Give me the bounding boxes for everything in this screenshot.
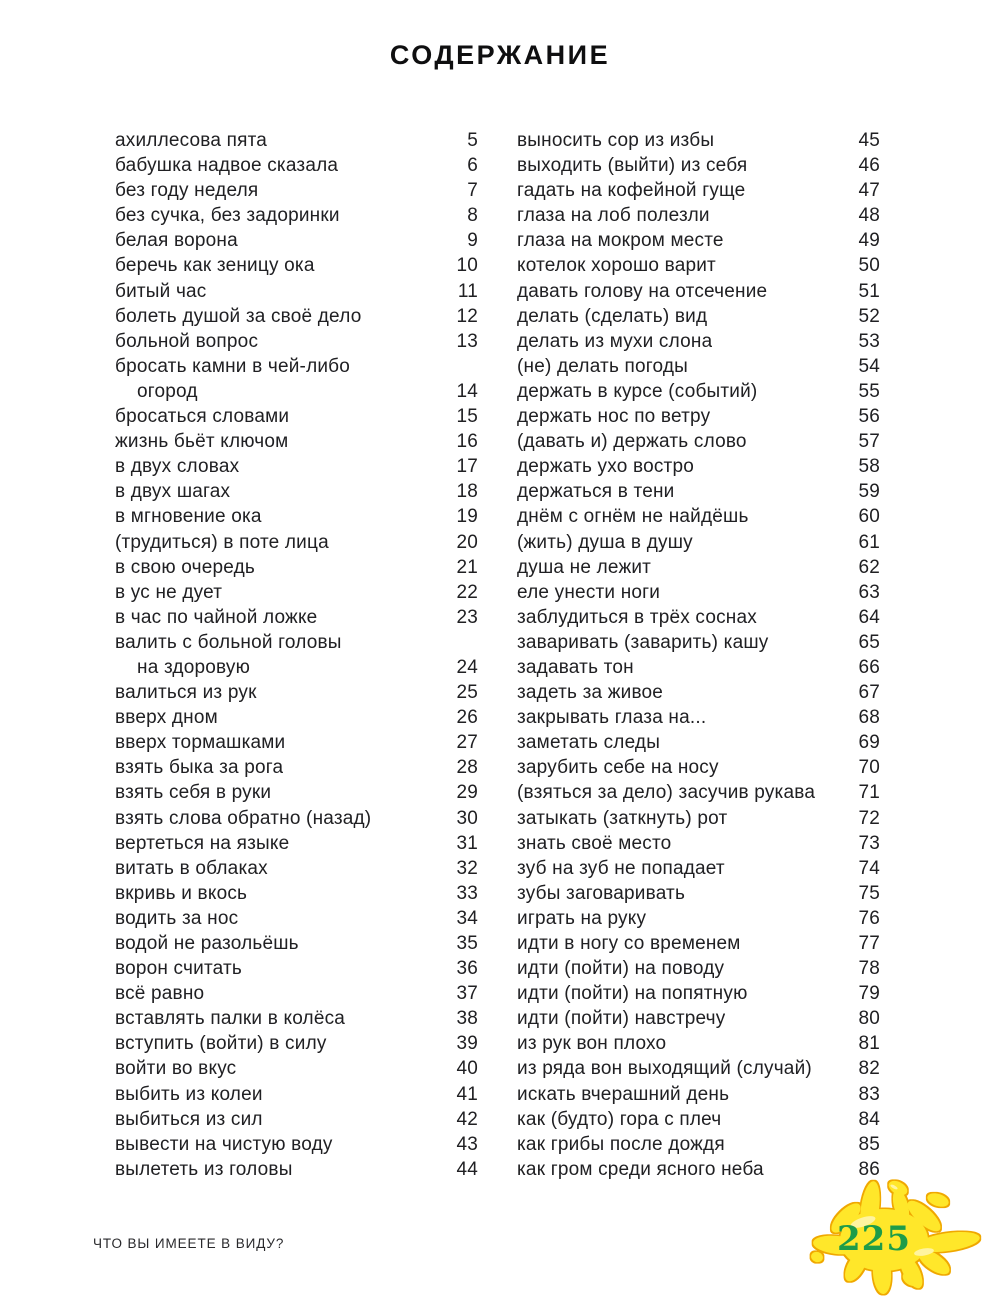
toc-entry-line xyxy=(115,1107,478,1132)
toc-entry-page: 41 xyxy=(456,1083,478,1105)
toc-entry-page: 47 xyxy=(858,180,880,202)
toc-entry-label: в ус не дует xyxy=(115,581,223,603)
toc-entry-label: без году неделя xyxy=(115,180,259,202)
toc-entry-line xyxy=(115,956,478,981)
toc-entry-line xyxy=(517,605,880,630)
toc-entry-label: без сучка, без задоринки xyxy=(115,205,340,227)
page-number: 225 xyxy=(837,1219,911,1259)
toc-entry-line xyxy=(517,580,880,605)
toc-entry-line xyxy=(115,379,478,404)
toc-entry-label: знать своё место xyxy=(517,832,672,854)
toc-entry-label: бросать камни в чей-либо xyxy=(115,355,351,377)
toc-entry-page: 63 xyxy=(858,581,880,603)
toc-entry-page: 75 xyxy=(858,882,880,904)
toc-entry-label: бабушка надвое сказала xyxy=(115,155,339,177)
toc-entry-label: валиться из рук xyxy=(115,682,257,704)
toc-entry-label: беречь как зеницу ока xyxy=(115,255,315,277)
toc-entry-label: зарубить себе на носу xyxy=(517,757,719,779)
toc-entry-line xyxy=(115,1056,478,1081)
toc-entry-line xyxy=(517,806,880,831)
toc-entry-page: 17 xyxy=(456,456,478,478)
toc-entry-line xyxy=(517,555,880,580)
toc-entry-line xyxy=(115,931,478,956)
toc-entry-label: вставлять палки в колёса xyxy=(115,1008,346,1030)
toc-entry-page: 70 xyxy=(858,757,880,779)
toc-entry-label: в мгновение ока xyxy=(115,506,262,528)
toc-entry-page: 36 xyxy=(456,958,478,980)
toc-entry-page: 37 xyxy=(456,983,478,1005)
toc-entry-label: из рук вон плохо xyxy=(517,1033,667,1055)
toc-entry-label: на здоровую xyxy=(137,656,251,678)
toc-entry-page: 48 xyxy=(858,205,880,227)
toc-entry-page: 33 xyxy=(456,882,478,904)
toc-entry-line xyxy=(517,1006,880,1031)
toc-entry-label: как гром среди ясного неба xyxy=(517,1158,764,1180)
toc-entry-label: огород xyxy=(137,380,198,402)
toc-entry-label: задеть за живое xyxy=(517,682,664,704)
toc-entry-label: заблудиться в трёх соснах xyxy=(517,606,757,628)
toc-entry-label: заметать следы xyxy=(517,732,661,754)
toc-entry-page: 6 xyxy=(467,155,478,177)
toc-entry-page: 71 xyxy=(858,782,880,804)
toc-entry-label: зубы заговаривать xyxy=(517,882,686,904)
toc-entry-page: 46 xyxy=(858,155,880,177)
toc-entry-line xyxy=(115,780,478,805)
toc-entry-line xyxy=(517,956,880,981)
toc-entry-label: в час по чайной ложке xyxy=(115,606,318,628)
toc-entry-page: 45 xyxy=(858,130,880,151)
toc-entry-label: вылететь из головы xyxy=(115,1158,293,1180)
toc-entry-line xyxy=(517,655,880,680)
toc-entry-page: 32 xyxy=(456,857,478,879)
toc-entry-label: (давать и) держать слово xyxy=(517,431,747,453)
toc-entry-line xyxy=(517,705,880,730)
toc-entry-label: глаза на мокром месте xyxy=(517,230,724,252)
toc-entry-label: валить с больной головы xyxy=(115,631,342,653)
toc-entry-page: 68 xyxy=(858,707,880,729)
toc-entry-page: 9 xyxy=(467,230,478,252)
toc-entry-page: 24 xyxy=(456,656,478,678)
toc-entry-line xyxy=(115,178,478,203)
toc-entry-line xyxy=(115,329,478,354)
toc-entry-page: 67 xyxy=(858,682,880,704)
toc-entry-page: 44 xyxy=(456,1158,478,1180)
toc-entry-line xyxy=(115,479,478,504)
toc-entry-label: идти в ногу со временем xyxy=(517,933,741,954)
toc-entry-label: давать голову на отсечение xyxy=(517,280,768,302)
toc-entry-label: в двух шагах xyxy=(115,481,231,503)
toc-entry-label: заваривать (заварить) кашу xyxy=(517,631,769,653)
toc-entry-page: 14 xyxy=(456,380,478,402)
toc-entry-label: взять быка за рога xyxy=(115,757,284,779)
toc-entry-line xyxy=(517,178,880,203)
toc-entry-line xyxy=(517,680,880,705)
toc-entry-label: еле унести ноги xyxy=(517,581,661,603)
toc-entry-page: 15 xyxy=(456,406,478,428)
toc-entry-page: 52 xyxy=(858,305,880,327)
toc-entry-line xyxy=(115,354,478,379)
toc-entry-label: делать (сделать) вид xyxy=(517,305,708,327)
toc-entry-line xyxy=(115,730,478,755)
toc-entry-page: 83 xyxy=(858,1083,880,1105)
toc-entry-line xyxy=(517,1082,880,1107)
toc-entry-page: 53 xyxy=(858,330,880,352)
toc-entry-label: белая ворона xyxy=(115,230,238,252)
toc-entry-page: 35 xyxy=(456,933,478,954)
toc-entry-line xyxy=(517,931,880,956)
toc-entry-line xyxy=(517,404,880,429)
toc-entry-line xyxy=(517,981,880,1006)
toc-entry-page: 25 xyxy=(456,682,478,704)
toc-entry-line xyxy=(115,680,478,705)
toc-entry-page: 11 xyxy=(457,280,478,302)
toc-entry-line xyxy=(517,1056,880,1081)
toc-entry-line xyxy=(115,279,478,304)
toc-entry-page: 20 xyxy=(456,531,478,553)
toc-entry-label: взять себя в руки xyxy=(115,782,272,804)
toc-entry-line xyxy=(115,630,478,655)
toc-entry-page: 60 xyxy=(858,506,880,528)
toc-entry-line xyxy=(115,1157,478,1182)
toc-entry-page: 80 xyxy=(858,1008,880,1030)
toc-entry-line xyxy=(517,329,880,354)
toc-entry-page: 77 xyxy=(858,933,880,954)
toc-entry-label: вертеться на языке xyxy=(115,832,290,854)
toc-entry-page: 69 xyxy=(858,732,880,754)
toc-entry-page: 55 xyxy=(858,380,880,402)
toc-entry-page: 27 xyxy=(456,732,478,754)
toc-entry-label: (взяться за дело) засучив рукава xyxy=(517,782,816,804)
toc-entry-label: (не) делать погоды xyxy=(517,355,688,377)
toc-entry-label: затыкать (заткнуть) рот xyxy=(517,807,728,829)
toc-entry-line xyxy=(517,730,880,755)
toc-entry-label: душа не лежит xyxy=(517,556,652,578)
toc-entry-line xyxy=(517,354,880,379)
toc-entry-line xyxy=(115,454,478,479)
toc-entry-page: 51 xyxy=(858,280,880,302)
toc-entry-page: 65 xyxy=(858,631,880,653)
toc-entry-label: (жить) душа в душу xyxy=(517,531,693,553)
toc-entry-page: 34 xyxy=(456,907,478,929)
toc-entry-page: 40 xyxy=(456,1058,478,1080)
toc-entry-page: 85 xyxy=(858,1133,880,1155)
toc-entry-label: взять слова обратно (назад) xyxy=(115,807,372,829)
toc-entry-label: держать ухо востро xyxy=(517,456,694,478)
toc-entry-label: вверх дном xyxy=(115,707,218,729)
toc-entry-line xyxy=(517,304,880,329)
toc-entry-line xyxy=(517,1107,880,1132)
toc-entry-line xyxy=(517,881,880,906)
toc-entry-line xyxy=(115,253,478,278)
toc-entry-page: 16 xyxy=(456,431,478,453)
toc-entry-page: 62 xyxy=(858,556,880,578)
toc-entry-line xyxy=(115,1031,478,1056)
toc-entry-line xyxy=(517,379,880,404)
toc-entry-label: глаза на лоб полезли xyxy=(517,205,710,227)
toc-entry-label: идти (пойти) на поводу xyxy=(517,958,725,980)
toc-entry-line xyxy=(517,253,880,278)
toc-entry-page: 76 xyxy=(858,907,880,929)
toc-entry-line xyxy=(115,831,478,856)
toc-entry-label: бросаться словами xyxy=(115,406,290,428)
page-title: СОДЕРЖАНИЕ xyxy=(389,40,611,70)
toc-entry-label: витать в облаках xyxy=(115,857,268,879)
toc-entry-page: 64 xyxy=(858,606,880,628)
toc-entry-page: 54 xyxy=(858,355,880,377)
toc-entry-label: гадать на кофейной гуще xyxy=(517,180,746,202)
toc-entry-label: вверх тормашками xyxy=(115,732,286,754)
toc-entry-line xyxy=(115,128,478,153)
toc-entry-page: 58 xyxy=(858,456,880,478)
toc-entry-line xyxy=(517,454,880,479)
toc-entry-label: закрывать глаза на... xyxy=(517,707,707,729)
toc-entry-line xyxy=(517,1031,880,1056)
toc-entry-line xyxy=(115,555,478,580)
toc-entry-line xyxy=(115,304,478,329)
toc-entry-line xyxy=(517,228,880,253)
toc-entry-line xyxy=(115,530,478,555)
toc-entry-line xyxy=(517,279,880,304)
toc-entry-label: вкривь и вкось xyxy=(115,882,248,904)
toc-entry-label: делать из мухи слона xyxy=(517,330,713,352)
toc-entry-label: выбить из колеи xyxy=(115,1083,263,1105)
toc-entry-label: жизнь бьёт ключом xyxy=(115,431,289,453)
toc-entry-page: 21 xyxy=(456,556,478,578)
toc-entry-page: 82 xyxy=(858,1058,880,1080)
toc-entry-line xyxy=(517,906,880,931)
toc-entry-label: битый час xyxy=(115,280,207,302)
toc-entry-page: 29 xyxy=(456,782,478,804)
toc-entry-page: 19 xyxy=(456,506,478,528)
toc-entry-page: 73 xyxy=(858,832,880,854)
toc-entry-label: всё равно xyxy=(115,983,205,1005)
toc-entry-page: 66 xyxy=(858,656,880,678)
toc-entry-label: вывести на чистую воду xyxy=(115,1133,333,1155)
toc-entry-label: как грибы после дождя xyxy=(517,1133,725,1155)
toc-entry-page: 42 xyxy=(456,1108,478,1130)
toc-entry-label: болеть душой за своё дело xyxy=(115,305,362,327)
toc-entry-line xyxy=(115,153,478,178)
toc-entry-line xyxy=(115,1082,478,1107)
toc-column-left xyxy=(115,128,478,1182)
toc-entry-label: держаться в тени xyxy=(517,481,675,503)
toc-entry-label: искать вчерашний день xyxy=(517,1083,730,1105)
toc-entry-label: котелок хорошо варит xyxy=(517,255,716,277)
toc-entry-label: днём с огнём не найдёшь xyxy=(517,506,749,528)
toc-entry-line xyxy=(517,153,880,178)
toc-entry-page: 57 xyxy=(858,431,880,453)
toc-entry-line xyxy=(517,755,880,780)
toc-entry-label: как (будто) гора с плеч xyxy=(517,1108,722,1130)
toc-entry-page: 10 xyxy=(456,255,478,277)
toc-entry-line xyxy=(115,504,478,529)
toc-entry-page: 31 xyxy=(456,832,478,854)
toc-entry-line xyxy=(517,479,880,504)
toc-entry-line xyxy=(115,806,478,831)
toc-entry-page: 23 xyxy=(456,606,478,628)
toc-entry-page: 78 xyxy=(858,958,880,980)
toc-entry-page: 74 xyxy=(858,857,880,879)
toc-entry-label: выносить сор из избы xyxy=(517,130,715,151)
toc-entry-page: 38 xyxy=(456,1008,478,1030)
toc-entry-line xyxy=(115,580,478,605)
page-number-splat xyxy=(806,1178,998,1300)
toc-entry-page: 18 xyxy=(456,481,478,503)
toc-entry-label: играть на руку xyxy=(517,907,647,929)
toc-entry-page: 49 xyxy=(858,230,880,252)
toc-entry-label: (трудиться) в поте лица xyxy=(115,531,329,553)
toc-entry-line xyxy=(115,856,478,881)
toc-entry-label: водой не разольёшь xyxy=(115,933,299,954)
toc-entry-page: 81 xyxy=(858,1033,880,1055)
toc-entry-page: 12 xyxy=(456,305,478,327)
toc-entry-page: 61 xyxy=(858,531,880,553)
toc-entry-label: вступить (войти) в силу xyxy=(115,1033,327,1055)
toc-entry-label: зуб на зуб не попадает xyxy=(517,857,725,879)
toc-entry-page: 22 xyxy=(456,581,478,603)
toc-entry-line xyxy=(517,831,880,856)
toc-entry-page: 43 xyxy=(456,1133,478,1155)
toc-entry-line xyxy=(115,1132,478,1157)
toc-entry-page: 39 xyxy=(456,1033,478,1055)
toc-entry-line xyxy=(115,755,478,780)
toc-entry-line xyxy=(115,906,478,931)
toc-entry-page: 50 xyxy=(858,255,880,277)
toc-entry-line xyxy=(517,530,880,555)
toc-column-right xyxy=(517,128,880,1182)
toc-columns xyxy=(115,128,880,1182)
toc-entry-line xyxy=(115,404,478,429)
toc-entry-page: 8 xyxy=(467,205,478,227)
toc-entry-label: войти во вкус xyxy=(115,1058,237,1080)
toc-entry-page: 7 xyxy=(467,180,478,202)
toc-entry-page: 26 xyxy=(456,707,478,729)
toc-entry-page: 56 xyxy=(858,406,880,428)
toc-entry-line xyxy=(517,504,880,529)
toc-entry-label: в свою очередь xyxy=(115,556,255,578)
toc-entry-line xyxy=(517,203,880,228)
toc-entry-page: 79 xyxy=(858,983,880,1005)
toc-entry-page: 28 xyxy=(456,757,478,779)
toc-entry-line xyxy=(115,203,478,228)
toc-entry-label: ахиллесова пята xyxy=(115,130,268,151)
toc-entry-line xyxy=(115,981,478,1006)
toc-entry-page: 13 xyxy=(456,330,478,352)
toc-entry-label: больной вопрос xyxy=(115,330,259,352)
toc-entry-label: в двух словах xyxy=(115,456,240,478)
toc-entry-line xyxy=(115,1006,478,1031)
toc-entry-line xyxy=(517,630,880,655)
toc-entry-line xyxy=(115,705,478,730)
toc-entry-line xyxy=(115,605,478,630)
toc-entry-line xyxy=(517,856,880,881)
toc-entry-page: 72 xyxy=(858,807,880,829)
toc-entry-label: держать нос по ветру xyxy=(517,406,711,428)
toc-entry-line xyxy=(517,1132,880,1157)
toc-entry-page: 59 xyxy=(858,481,880,503)
toc-entry-page: 86 xyxy=(858,1158,880,1180)
toc-entry-label: из ряда вон выходящий (случай) xyxy=(517,1058,812,1080)
toc-entry-label: выбиться из сил xyxy=(115,1108,263,1130)
toc-entry-line xyxy=(517,429,880,454)
toc-entry-page: 30 xyxy=(456,807,478,829)
toc-entry-label: идти (пойти) навстречу xyxy=(517,1008,726,1030)
toc-entry-label: водить за нос xyxy=(115,907,239,929)
toc-entry-label: идти (пойти) на попятную xyxy=(517,983,748,1005)
toc-entry-line xyxy=(115,429,478,454)
toc-entry-label: держать в курсе (событий) xyxy=(517,380,758,402)
toc-entry-line xyxy=(115,881,478,906)
toc-entry-line xyxy=(517,780,880,805)
paint-splat-icon xyxy=(806,1178,998,1300)
footer-book-title: ЧТО ВЫ ИМЕЕТЕ В ВИДУ? xyxy=(93,1236,285,1251)
toc-entry-page: 84 xyxy=(858,1108,880,1130)
toc-entry-page: 5 xyxy=(467,130,478,151)
toc-entry-line xyxy=(115,655,478,680)
toc-entry-line xyxy=(115,228,478,253)
toc-entry-line xyxy=(517,128,880,153)
toc-entry-label: выходить (выйти) из себя xyxy=(517,155,748,177)
toc-entry-label: ворон считать xyxy=(115,958,242,980)
toc-entry-label: задавать тон xyxy=(517,656,634,678)
